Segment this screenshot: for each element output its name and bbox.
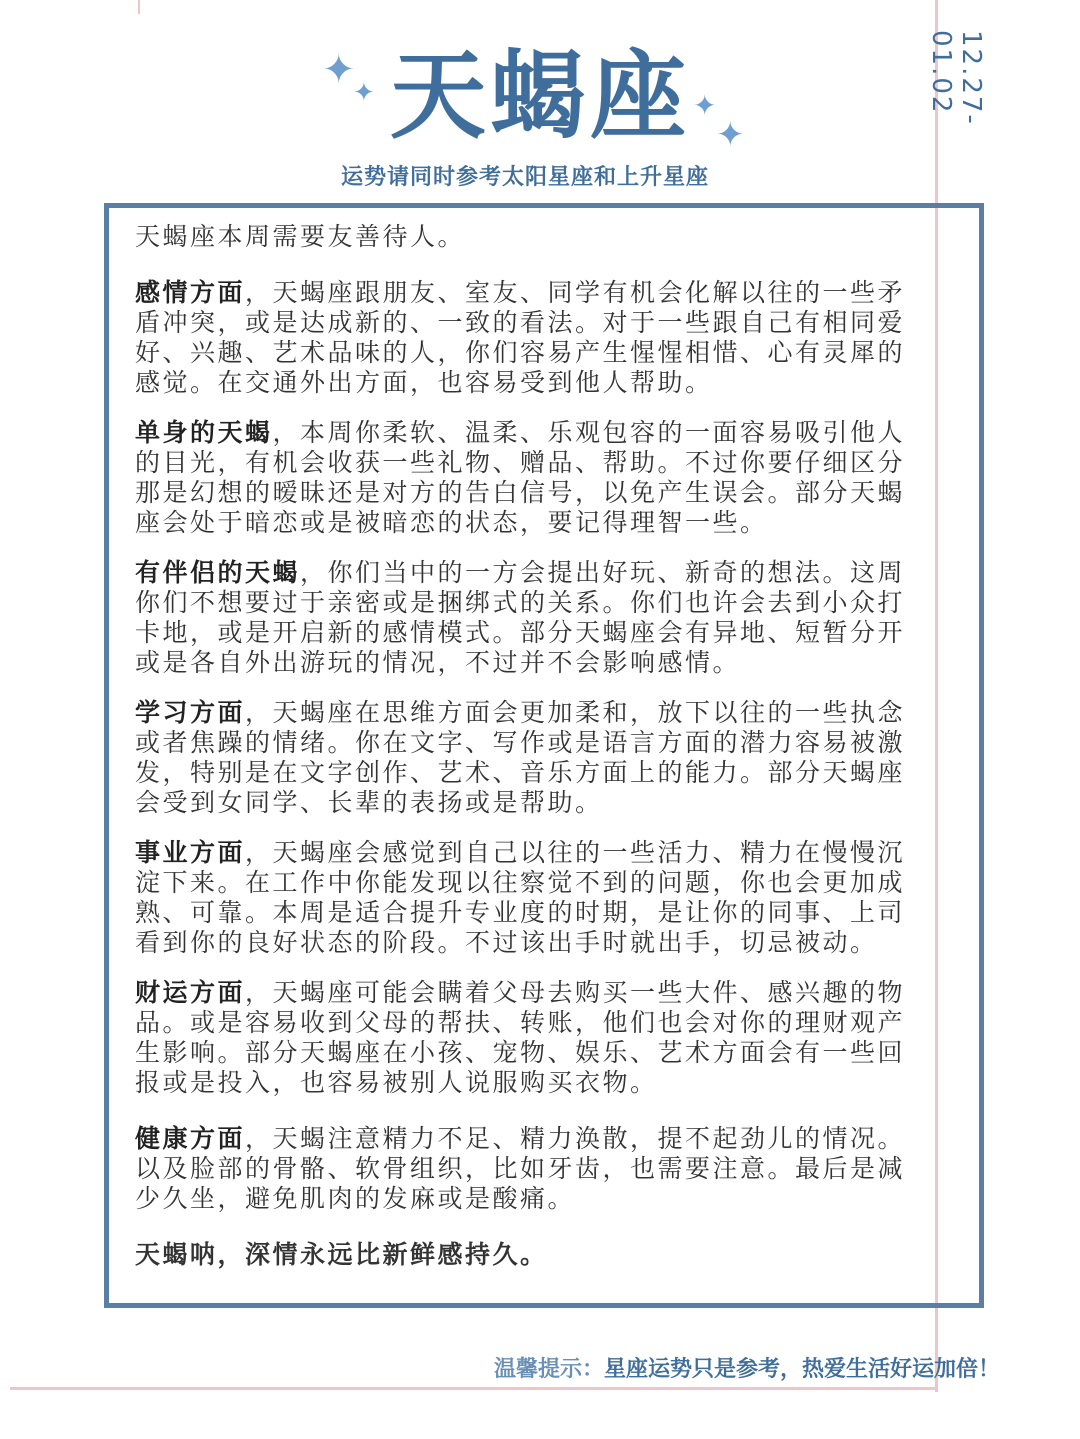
sparkle-icon: ✦ — [322, 47, 356, 93]
page-title: 天蝎座 — [390, 40, 690, 152]
date-range: 12.27-01.02 — [926, 30, 986, 126]
page-subtitle: 运势请同时参考太阳星座和上升星座 — [340, 165, 709, 190]
section-partnered — [135, 558, 925, 678]
section-text: ，天蝎座可能会瞒着父母去购买一些大件、感兴趣的物品。或是容易收到父母的帮扶、转账，他们也会对你的理财观产生影响。部分天蝎座在小孩、宠物、娱乐、艺术方面会有一些回报或是投入，也容易被别人说服购买衣物。 — [135, 978, 906, 1097]
horoscope-content — [135, 222, 925, 1270]
section-heading: 感情方面 — [135, 278, 246, 307]
sparkle-icon: ✦ — [693, 89, 717, 122]
section-career — [135, 838, 925, 958]
section-text: ，本周你柔软、温柔、乐观包容的一面容易吸引他人的目光，有机会收获一些礼物、赠品、帮助。不过你要仔细区分那是幻想的暧昧还是对方的告白信号，以免产生误会。部分天蝎座会处于暗恋或是被暗恋的状态，要记得理智一些。 — [135, 418, 906, 537]
section-text: ，你们当中的一方会提出好玩、新奇的想法。这周你们不想要过于亲密或是捆绑式的关系。你们也许会去到小众打卡地，或是开启新的感情模式。部分天蝎座会有异地、短暂分开或是各自外出游玩的情况，不过并不会影响感情。 — [135, 558, 906, 677]
section-wealth — [135, 978, 925, 1098]
decor-tick — [138, 0, 140, 14]
footer-tip — [0, 1352, 1000, 1383]
section-love — [135, 278, 925, 398]
closing-line: 天蝎呐，深情永远比新鲜感持久。 — [135, 1240, 548, 1269]
section-heading: 单身的天蝎 — [135, 418, 273, 447]
section-single — [135, 418, 925, 538]
section-heading: 事业方面 — [135, 838, 246, 867]
section-heading: 财运方面 — [135, 978, 246, 1007]
section-study — [135, 698, 925, 818]
section-text: ，天蝎座跟朋友、室友、同学有机会化解以往的一些矛盾冲突，或是达成新的、一致的看法。对于一些跟自己有相同爱好、兴趣、艺术品味的人，你们容易产生惺惺相惜、心有灵犀的感觉。在交通外出方面，也容易受到他人帮助。 — [135, 278, 906, 397]
section-text: ，天蝎座在思维方面会更加柔和，放下以往的一些执念或者焦躁的情绪。你在文字、写作或是语言方面的潜力容易被激发，特别是在文字创作、艺术、音乐方面上的能力。部分天蝎座会受到女同学、长辈的表扬或是帮助。 — [135, 698, 906, 817]
intro-text: 天蝎座本周需要友善待人。 — [135, 222, 466, 251]
section-heading: 学习方面 — [135, 698, 246, 727]
sparkle-icon: ✦ — [353, 78, 375, 108]
section-text: ，天蝎注意精力不足、精力涣散，提不起劲儿的情况。以及脸部的骨骼、软骨组织，比如牙齿，也需要注意。最后是减少久坐，避免肌肉的发麻或是酸痛。 — [135, 1124, 906, 1213]
section-health — [135, 1124, 925, 1214]
section-heading: 有伴侣的天蝎 — [135, 558, 301, 587]
section-text: ，天蝎座会感觉到自己以往的一些活力、精力在慢慢沉淀下来。在工作中你能发现以往察觉不到的问题，你也会更加成熟、可靠。本周是适合提升专业度的时期，是让你的同事、上司看到你的良好状态的阶段。不过该出手时就出手，切忌被动。 — [135, 838, 906, 957]
decor-horizontal-line — [10, 1387, 938, 1390]
tip-text: 星座运势只是参考，热爱生活好运加倍！ — [603, 1357, 1000, 1382]
section-heading: 健康方面 — [135, 1124, 246, 1153]
tip-label: 温馨提示： — [493, 1357, 604, 1382]
sparkle-icon: ✦ — [716, 115, 745, 155]
